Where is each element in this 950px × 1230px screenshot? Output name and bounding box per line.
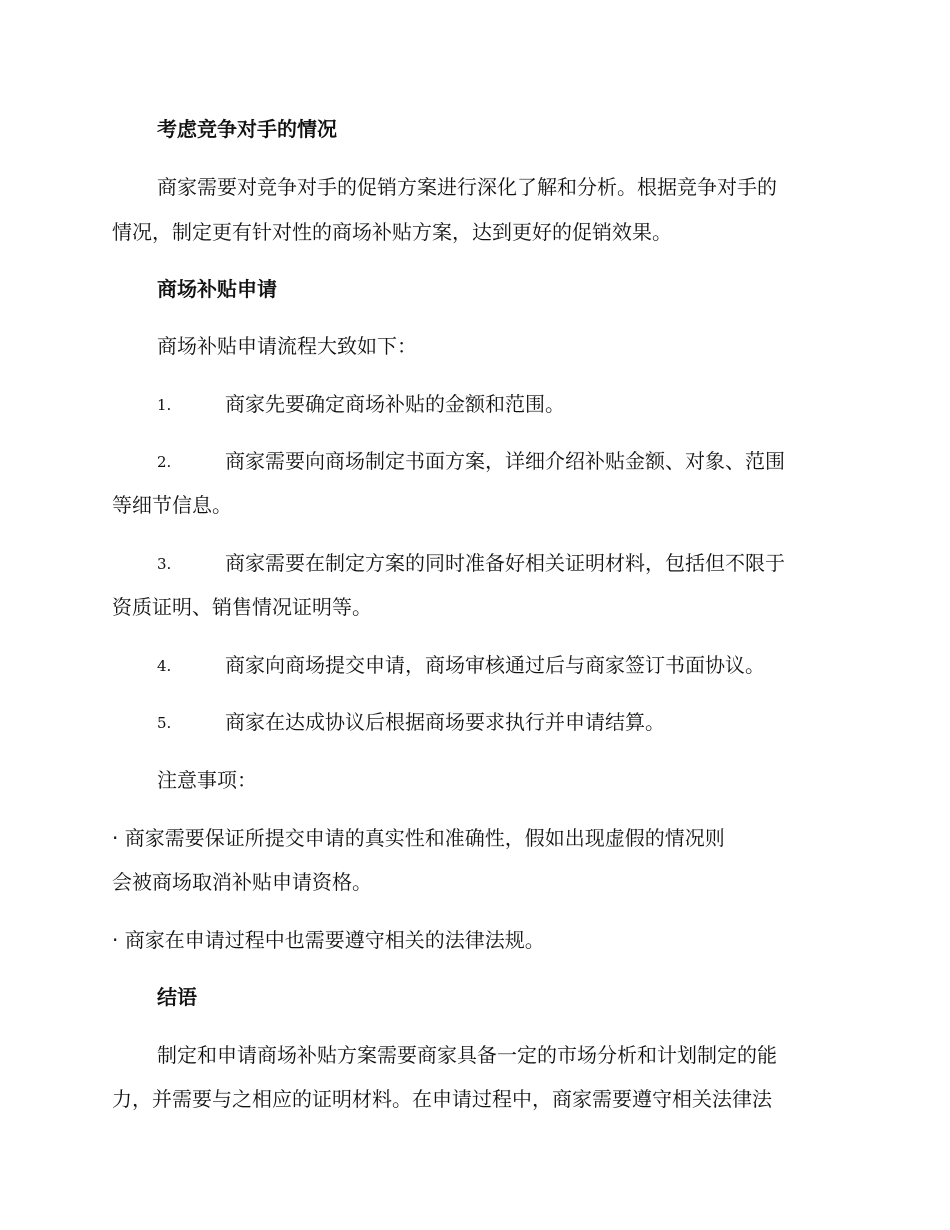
- step-2-number: 2.: [157, 453, 172, 471]
- note-1-line-1: · 商家需要保证所提交申请的真实性和准确性，假如出现虚假的情况则: [112, 826, 725, 850]
- step-3-number: 3.: [157, 555, 172, 573]
- note-2-line-1: · 商家在申请过程中也需要遵守相关的法律法规。: [112, 928, 545, 952]
- competition-para-line-2: 情况，制定更有针对性的商场补贴方案，达到更好的促销效果。: [112, 220, 672, 244]
- competition-para-line-1: 商家需要对竞争对手的促销方案进行深化了解和分析。根据竞争对手的: [157, 175, 777, 199]
- step-2-text-line-1: 商家需要向商场制定书面方案，详细介绍补贴金额、对象、范围: [225, 449, 785, 473]
- heading-competition: 考虑竞争对手的情况: [157, 117, 337, 141]
- step-3-text-line-2: 资质证明、销售情况证明等。: [112, 595, 372, 619]
- step-5-number: 5.: [157, 714, 172, 732]
- conclusion-para-line-2: 力，并需要与之相应的证明材料。在申请过程中，商家需要遵守相关法律法: [112, 1087, 772, 1111]
- step-4-number: 4.: [157, 657, 172, 675]
- step-1-number: 1.: [157, 396, 172, 414]
- conclusion-para-line-1: 制定和申请商场补贴方案需要商家具备一定的市场分析和计划制定的能: [157, 1043, 777, 1067]
- note-1-line-2: 会被商场取消补贴申请资格。: [112, 870, 372, 894]
- step-5-text: 商家在达成协议后根据商场要求执行并申请结算。: [225, 710, 665, 734]
- process-intro: 商场补贴申请流程大致如下：: [157, 334, 417, 358]
- step-1-text: 商家先要确定商场补贴的金额和范围。: [225, 392, 565, 416]
- step-3-text-line-1: 商家需要在制定方案的同时准备好相关证明材料，包括但不限于: [225, 551, 785, 575]
- heading-conclusion: 结语: [157, 985, 197, 1009]
- step-4-text: 商家向商场提交申请，商场审核通过后与商家签订书面协议。: [225, 653, 765, 677]
- notes-label: 注意事项：: [157, 768, 257, 792]
- step-2-text-line-2: 等细节信息。: [112, 493, 232, 517]
- heading-application: 商场补贴申请: [157, 277, 277, 301]
